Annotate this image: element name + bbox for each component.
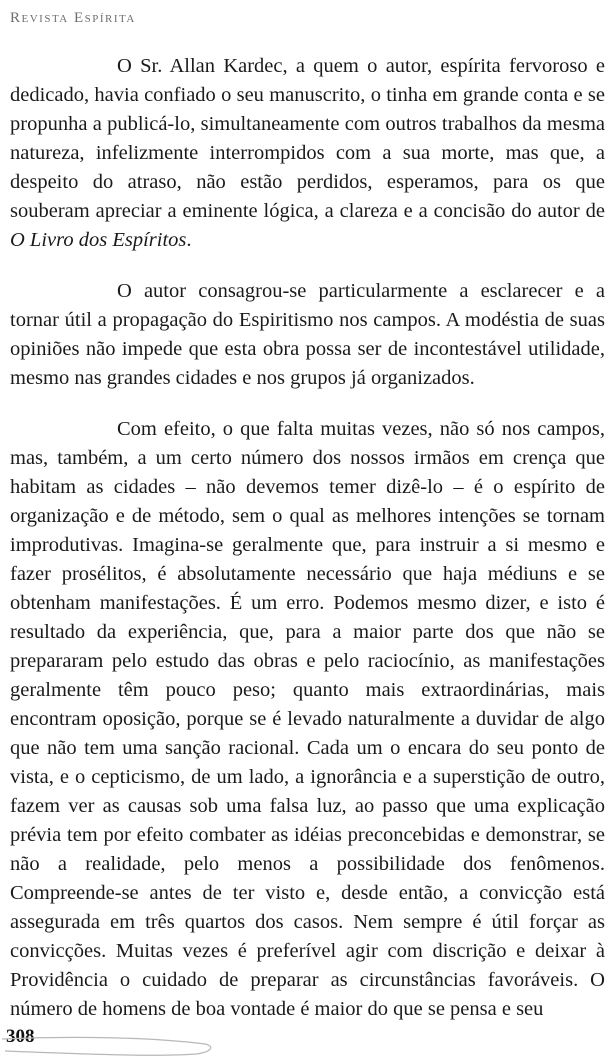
running-head: Revista Espírita <box>10 10 136 26</box>
book-title: O Livro dos Espíritos <box>10 229 187 251</box>
paragraph-1-text: O Sr. Allan Kardec, a quem o autor, espírita fervoroso e dedicado, havia confiado o seu manuscrito, o tinha em grande conta e se propunha a publicá-lo, simultaneamente com outros trabalhos da mesma natureza, infelizmente interrompidos com a sua morte, mas que, a despeito do atraso, não estão perdidos, esperamos, para os que souberam apreciar a eminente lógica, a clareza e a concisão do autor de <box>10 55 605 222</box>
paragraph-2: O autor consagrou-se particularmente a esclarecer e a tornar útil a propagação do Espiritismo nos campos. A modéstia de suas opiniões não impede que esta obra possa ser de incontestável utilidade, mesmo nas grandes cidades e nos grupos já organizados. <box>10 280 605 389</box>
paragraph-1 <box>10 52 605 255</box>
paragraph-3: Com efeito, o que falta muitas vezes, não só nos campos, mas, também, a um certo número dos nossos irmãos em crença que habitam as cidades – não devemos temer dizê-lo – é o espírito de organização e de método, sem o qual as melhores intenções se tornam improdutivas. Imagina-se geralmente que, para instruir a si mesmo e fazer prosélitos, é absolutamente necessário que haja médiuns e se obtenham manifestações. É um erro. Podemos mesmo dizer, e isto é resultado da experiência, que, para a maior parte dos que não se prepararam pelo estudo das obras e pelo raciocínio, as manifestações geralmente têm pouco peso; quanto mais extraordinárias, mais encontram oposição, porque se é levado naturalmente a duvidar de algo que não tem uma sanção racional. Cada um o encara do seu ponto de vista, e o cepticismo, de um lado, a ignorância e a superstição de outro, fazem ver as causas sob uma falsa luz, ao passo que uma explicação prévia tem por efeito combater as idéias preconcebidas e demonstrar, se não a realidade, pelo menos a possibilidade dos fenômenos. Compreende-se antes de ter visto e, desde então, a convicção está assegurada em três quartos dos casos. Nem sempre é útil forçar as convicções. Muitas vezes é preferível agir com discrição e deixar à Providência o cuidado de preparar as circunstâncias favoráveis. O número de homens de boa vontade é maior do que se pensa e seu <box>10 418 605 1020</box>
paragraph-1-end: . <box>186 229 192 251</box>
body-text <box>10 52 605 1024</box>
footer-swoosh-ornament <box>0 1032 230 1057</box>
page-number: 308 <box>6 1026 35 1047</box>
